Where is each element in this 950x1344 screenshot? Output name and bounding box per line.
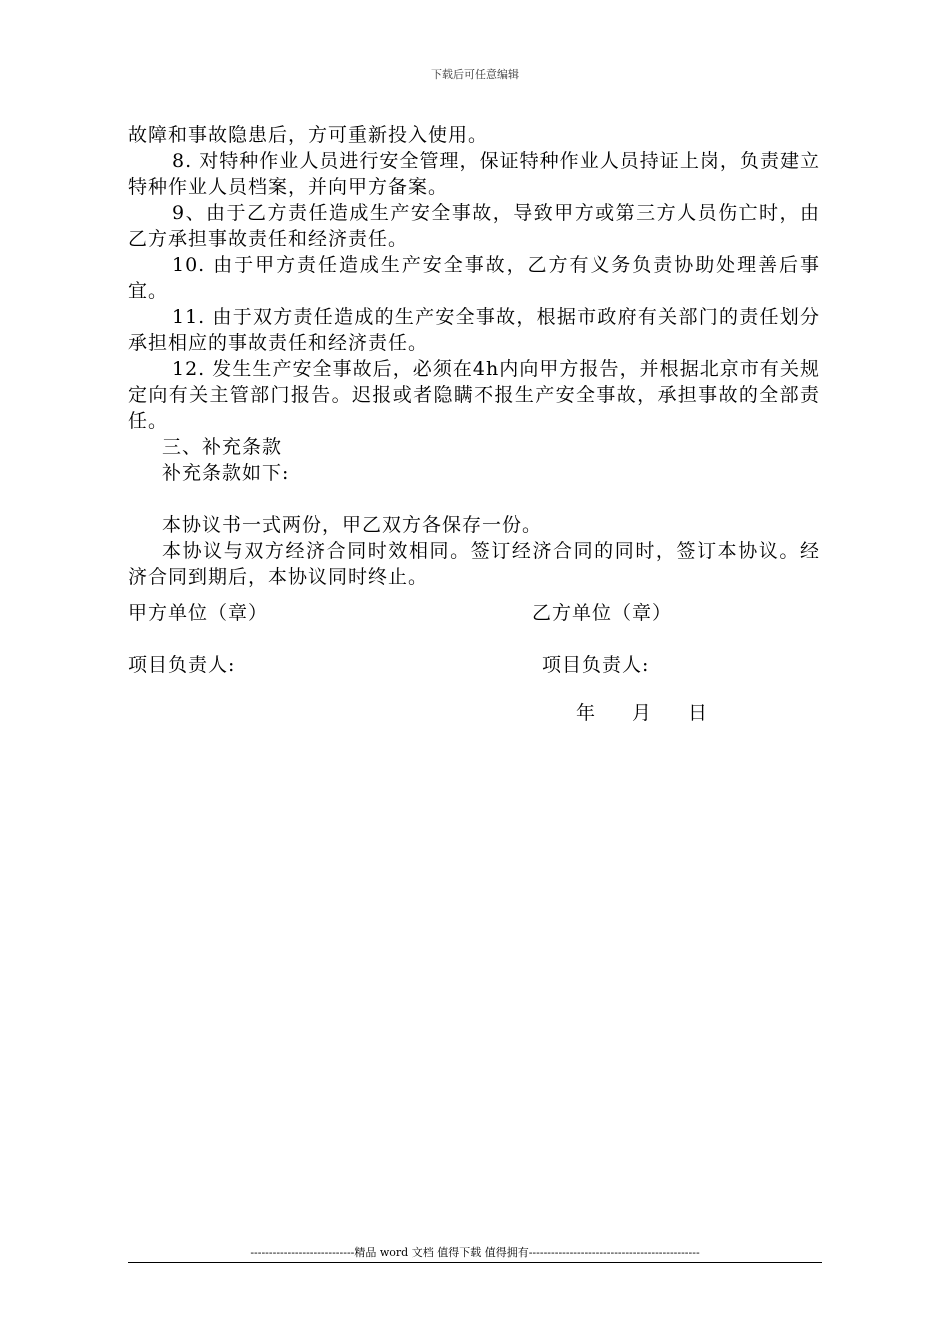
paragraph-validity: 本协议与双方经济合同时效相同。签订经济合同的同时，签订本协议。经济合同到期后，本协议同时终止。	[128, 540, 820, 588]
paragraph-item-10: 10. 由于甲方责任造成生产安全事故，乙方有义务负责协助处理善后事宜。	[128, 254, 820, 302]
date-month: 月	[632, 702, 653, 724]
document-body	[128, 122, 820, 590]
party-a-unit-label: 甲方单位（章）	[128, 602, 269, 624]
paragraph-continuation: 故障和事故隐患后，方可重新投入使用。	[128, 124, 489, 146]
party-b-manager-label: 项目负责人:	[542, 654, 650, 676]
date-line	[576, 698, 708, 725]
page-header-note: 下载后可任意编辑	[431, 68, 519, 81]
party-b-unit-label: 乙方单位（章）	[532, 602, 673, 624]
date-day: 日	[688, 702, 709, 724]
paragraph-copies: 本协议书一式两份，甲乙双方各保存一份。	[162, 514, 543, 536]
blank-line	[128, 486, 820, 512]
paragraph-item-12: 12. 发生生产安全事故后，必须在4h内向甲方报告，并根据北京市有关规定向有关主管部门报告。迟报或者隐瞒不报生产安全事故，承担事故的全部责任。	[128, 358, 820, 432]
paragraph-item-11: 11. 由于双方责任造成的生产安全事故，根据市政府有关部门的责任划分承担相应的事故责任和经济责任。	[128, 306, 820, 354]
supplementary-intro: 补充条款如下:	[162, 462, 290, 484]
section-heading-supplementary: 三、补充条款	[162, 436, 283, 458]
footer-divider	[128, 1262, 822, 1263]
paragraph-item-9: 9、由于乙方责任造成生产安全事故，导致甲方或第三方人员伤亡时，由乙方承担事故责任和经济责任。	[128, 202, 820, 250]
page-footer-text: ----------------------------精品 word 文档 值得下载 值得拥有----------------------------------------------	[250, 1246, 700, 1259]
date-year: 年	[576, 702, 597, 724]
party-a-manager-label: 项目负责人:	[128, 654, 236, 676]
paragraph-item-8: 8. 对特种作业人员进行安全管理，保证特种作业人员持证上岗，负责建立特种作业人员档案，并向甲方备案。	[128, 150, 820, 198]
